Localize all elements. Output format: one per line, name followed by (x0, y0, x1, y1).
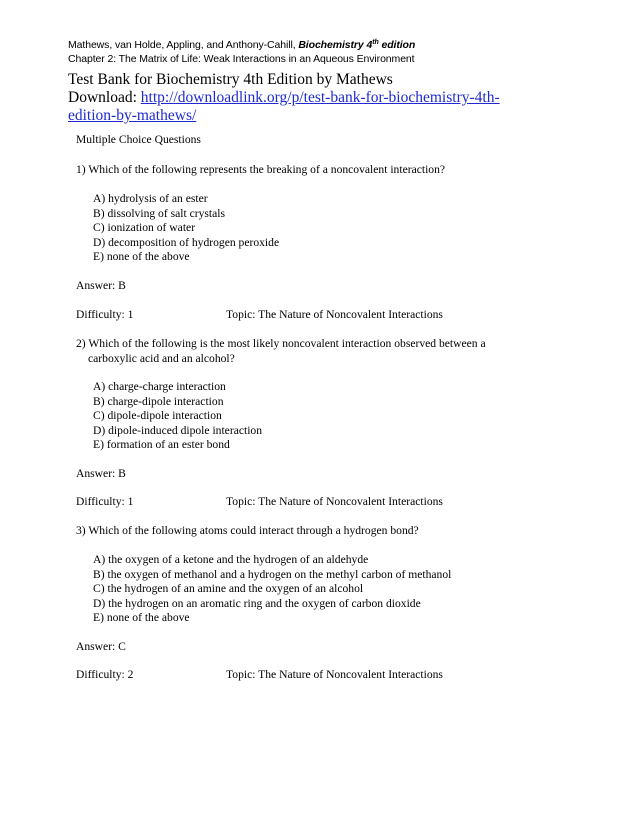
header-book-sup: th (372, 39, 379, 46)
question-1-meta (76, 308, 546, 323)
promo-block (68, 71, 538, 125)
question-1-stem (76, 163, 546, 178)
header-chapter: Chapter 2: The Matrix of Life: Weak Interactions in an Aqueous Environment (68, 53, 415, 65)
choice-item: D) dipole-induced dipole interaction (93, 423, 263, 437)
promo-title: Test Bank for Biochemistry 4th Edition by Mathews (68, 71, 393, 88)
choice-item: B) charge-dipole interaction (93, 394, 224, 408)
choice-item: B) the oxygen of methanol and a hydrogen on the methyl carbon of methanol (93, 567, 452, 581)
choice-item: A) hydrolysis of an ester (93, 192, 208, 205)
topic-label: Topic: The Nature of Noncovalent Interactions (226, 308, 443, 321)
download-label: Download: (68, 89, 141, 106)
question-1-answer: Answer: B (76, 279, 126, 292)
choice-item: E) formation of an ester bond (93, 438, 230, 452)
topic-label: Topic: The Nature of Noncovalent Interactions (226, 495, 443, 508)
choice-item: C) the hydrogen of an amine and the oxygen of an alcohol (93, 582, 364, 596)
header-edition: edition (378, 39, 416, 51)
choice-item: A) the oxygen of a ketone and the hydrogen of an aldehyde (93, 553, 369, 566)
choice-item: C) ionization of water (93, 221, 196, 235)
section-title: Multiple Choice Questions (76, 133, 201, 146)
question-1-line: 1) Which of the following represents the breaking of a noncovalent interaction? (76, 163, 446, 176)
choice-item: A) charge-charge interaction (93, 380, 226, 393)
difficulty-label: Difficulty: 2 (76, 668, 134, 681)
choice-item: C) dipole-dipole interaction (93, 409, 222, 423)
choice-item: E) none of the above (93, 250, 190, 264)
download-link[interactable]: http://downloadlink.org/p/test-bank-for-biochemistry-4th-edition-by-mathews/ (68, 89, 500, 124)
header-citation (68, 38, 415, 52)
question-3-answer: Answer: C (76, 640, 126, 653)
question-2-line: 2) Which of the following is the most likely noncovalent interaction observed between a (76, 337, 486, 350)
question-2-choices (93, 380, 262, 453)
question-2-line-cont: carboxylic acid and an alcohol? (88, 351, 235, 365)
topic-label: Topic: The Nature of Noncovalent Interactions (226, 668, 443, 681)
question-2-answer: Answer: B (76, 467, 126, 480)
choice-item: D) decomposition of hydrogen peroxide (93, 235, 280, 249)
question-2-stem (76, 337, 546, 366)
header-book-title: Biochemistry 4th edition (298, 39, 416, 51)
difficulty-label: Difficulty: 1 (76, 495, 134, 508)
question-3-meta (76, 668, 546, 683)
header-authors: Mathews, van Holde, Appling, and Anthony-Cahill, (68, 39, 299, 51)
choice-item: D) the hydrogen on an aromatic ring and the oxygen of carbon dioxide (93, 596, 421, 610)
promo-download (68, 89, 538, 125)
choice-item: B) dissolving of salt crystals (93, 206, 226, 220)
running-header (68, 38, 415, 66)
question-2-meta (76, 495, 546, 510)
question-3-choices (93, 553, 451, 626)
question-3-stem (76, 524, 546, 539)
choice-item: E) none of the above (93, 611, 190, 625)
question-1-choices (93, 192, 279, 265)
difficulty-label: Difficulty: 1 (76, 308, 134, 321)
question-3-line: 3) Which of the following atoms could interact through a hydrogen bond? (76, 524, 419, 537)
